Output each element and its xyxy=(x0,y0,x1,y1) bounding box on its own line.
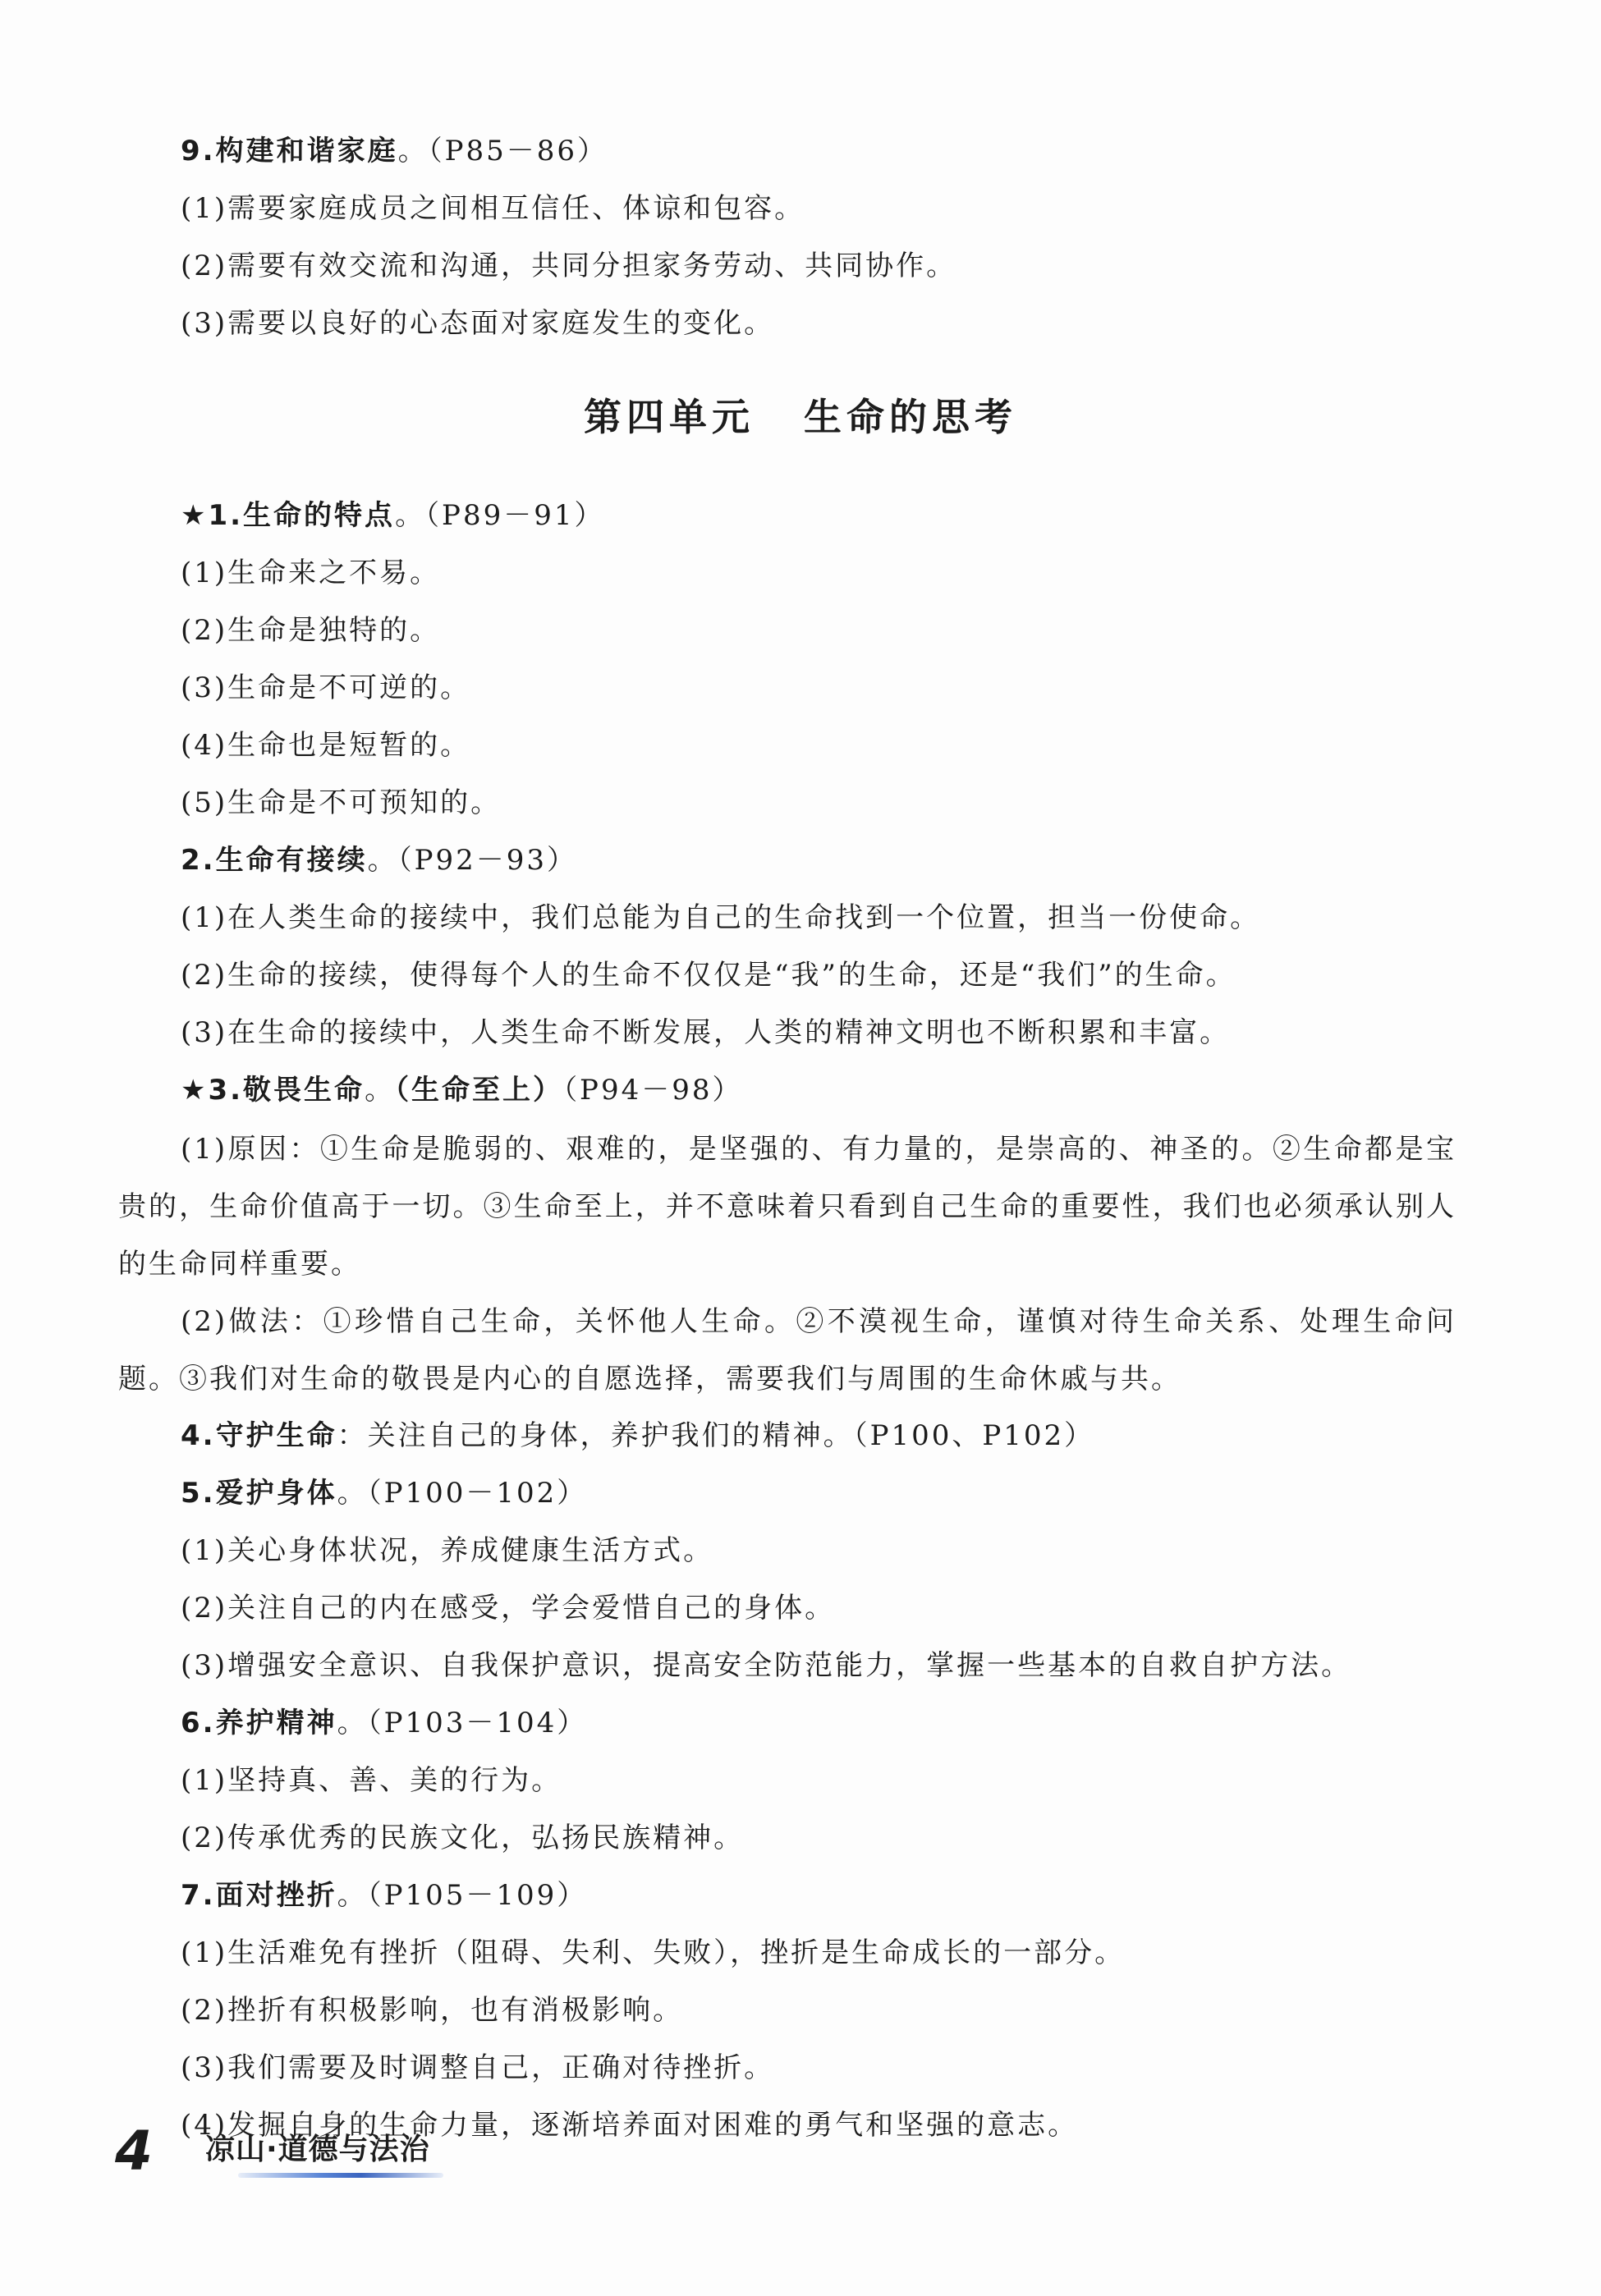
list-item: (2)挫折有积极影响，也有消极影响。 xyxy=(181,1994,684,2027)
list-item: (1)生命来之不易。 xyxy=(181,557,441,589)
unit-title xyxy=(0,392,1601,442)
section-1-heading xyxy=(181,496,1486,535)
list-item: (2)关注自己的内在感受，学会爱惜自己的身体。 xyxy=(181,1592,836,1625)
list-item: (5)生命是不可预知的。 xyxy=(181,786,502,819)
list-item: (4)发掘自身的生命力量，逐渐培养面对困难的勇气和坚强的意志。 xyxy=(181,2109,1079,2142)
unit-number: 第四单元 xyxy=(584,395,755,439)
page-reference: 。（P103－104） xyxy=(337,1707,588,1739)
list-item: (3)需要以良好的心态面对家庭发生的变化。 xyxy=(181,307,775,340)
section-2-heading xyxy=(181,841,1486,880)
paragraph-methods: (2)做法：①珍惜自己生命，关怀他人生命。②不漠视生命，谨慎对待生命关系、处理生命问题。③我们对生命的敬畏是内心的自愿选择，需要我们与周围的生命休戚与共。 xyxy=(118,1305,1456,1395)
list-item: (1)需要家庭成员之间相互信任、体谅和包容。 xyxy=(181,192,805,225)
list-item: (4)生命也是短暂的。 xyxy=(181,729,471,762)
section-title: 9.构建和谐家庭 xyxy=(181,135,398,167)
title-underline xyxy=(238,2173,443,2178)
list-item: (3)我们需要及时调整自己，正确对待挫折。 xyxy=(181,2051,775,2084)
list-item: (3)增强安全意识、自我保护意识，提高安全防范能力，掌握一些基本的自救自护方法。 xyxy=(181,1649,1352,1682)
unit-name: 生命的思考 xyxy=(804,395,1017,439)
section-title: 6.养护精神 xyxy=(181,1707,337,1739)
list-item: (1)坚持真、善、美的行为。 xyxy=(181,1764,562,1797)
list-item: (1)关心身体状况，养成健康生活方式。 xyxy=(181,1534,714,1567)
page-reference: 。（P105－109） xyxy=(337,1879,588,1912)
section-title: 4.守护生命 xyxy=(181,1419,337,1452)
page-number: 4 xyxy=(115,2120,153,2183)
list-item: (2)生命的接续，使得每个人的生命不仅仅是“我”的生命，还是“我们”的生命。 xyxy=(181,959,1236,992)
section-6-heading xyxy=(181,1703,1486,1743)
section-3-heading xyxy=(181,1070,1486,1110)
section-title: ★3.敬畏生命 xyxy=(181,1074,365,1107)
paragraph-reasons: (1)原因：①生命是脆弱的、艰难的，是坚强的、有力量的，是崇高的、神圣的。②生命都是宝贵的，生命价值高于一切。③生命至上，并不意味着只看到自己生命的重要性，我们也必须承认别人的生命同样重要。 xyxy=(118,1133,1456,1281)
section-title: 2.生命有接续 xyxy=(181,844,368,877)
page-reference: 。（P85－86） xyxy=(397,135,608,167)
list-item: (2)传承优秀的民族文化，弘扬民族精神。 xyxy=(181,1822,745,1854)
page-reference: 。（P89－91） xyxy=(395,499,605,532)
list-item: (1)生活难免有挫折（阻碍、失利、失败），挫折是生命成长的一部分。 xyxy=(181,1936,1126,1969)
section-9-heading xyxy=(181,131,1486,171)
section-title: ★1.生命的特点 xyxy=(181,499,396,532)
section-text: ：关注自己的身体，养护我们的精神。（P100、P102） xyxy=(337,1419,1095,1452)
list-item: (2)生命是独特的。 xyxy=(181,614,441,647)
section-title: 7.面对挫折 xyxy=(181,1879,337,1912)
list-item: (3)生命是不可逆的。 xyxy=(181,671,471,704)
list-item: (1)在人类生命的接续中，我们总能为自己的生命找到一个位置，担当一份使命。 xyxy=(181,901,1261,934)
section-subtitle: （生命至上） xyxy=(395,1074,564,1107)
list-item: (2)需要有效交流和沟通，共同分担家务劳动、共同协作。 xyxy=(181,250,957,282)
punctuation: 。 xyxy=(365,1074,396,1107)
page-reference: 。（P100－102） xyxy=(337,1477,588,1510)
section-4-heading xyxy=(181,1416,1486,1455)
list-item: (3)在生命的接续中，人类生命不断发展，人类的精神文明也不断积累和丰富。 xyxy=(181,1016,1231,1049)
section-title: 5.爱护身体 xyxy=(181,1477,337,1510)
book-title: 凉山·道德与法治 xyxy=(205,2133,430,2166)
page-reference: 。（P92－93） xyxy=(367,844,577,877)
section-7-heading xyxy=(181,1876,1486,1915)
page-reference: （P94－98） xyxy=(563,1074,743,1107)
section-5-heading xyxy=(181,1473,1486,1513)
